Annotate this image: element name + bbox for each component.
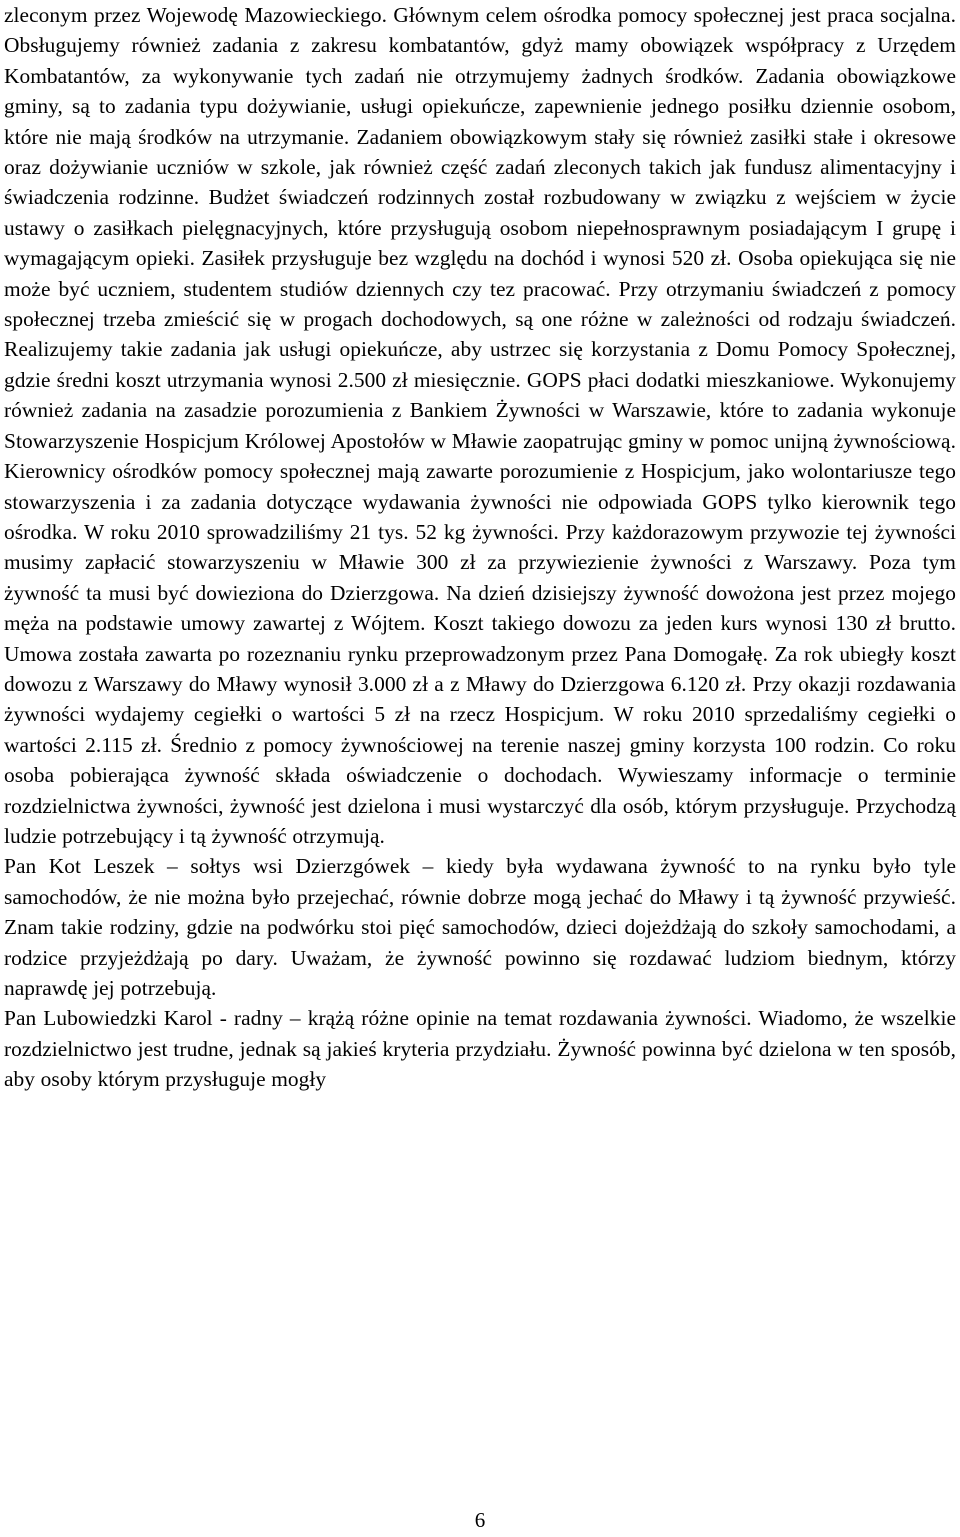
page-number: 6 [474, 1508, 486, 1532]
document-page [4, 0, 956, 1095]
paragraph-kot-leszek: Pan Kot Leszek – sołtys wsi Dzierzgówek – kiedy była wydawana żywność to na rynku było tyle samochodów, że nie można było przejechać, równie dobrze mogą jechać do Mławy i tą żywność przywieść. Znam takie rodziny, gdzie na podwórku stoi pięć samochodów, dzieci dojeżdżają do szkoły samochodami, a rodzice przyjeżdżają po dary. Uważam, że żywność powinno się rozdawać ludziom biednym, którzy naprawdę jej potrzebują. [4, 854, 956, 1000]
paragraph-lubowiedzki-karol: Pan Lubowiedzki Karol - radny – krążą różne opinie na temat rozdawania żywności. Wiadomo, że wszelkie rozdzielnictwo jest trudne, jednak są jakieś kryteria przydziału. Żywność powinna być dzielona w ten sposób, aby osoby którym przysługuje mogły [4, 1006, 956, 1092]
paragraph-gops-tasks: zleconym przez Wojewodę Mazowieckiego. Głównym celem ośrodka pomocy społecznej jest praca socjalna. Obsługujemy również zadania z zakresu kombatantów, gdyż mamy obowiązek współpracy z Urzędem Kombatantów, za wykonywanie tych zadań nie otrzymujemy żadnych środków. Zadania obowiązkowe gminy, są to zadania typu dożywianie, usługi opiekuńcze, zapewnienie jednego posiłku dziennie osobom, które nie mają środków na utrzymanie. Zadaniem obowiązkowym stały się również zasiłki stałe i okresowe oraz dożywianie uczniów w szkole, jak również część zadań zleconych takich jak fundusz alimentacyjny i świadczenia rodzinne. Budżet świadczeń rodzinnych został rozbudowany w związku z wejściem w życie ustawy o zasiłkach pielęgnacyjnych, które przysługują osobom niepełnosprawnym posiadającym I grupę i wymagającym opieki. Zasiłek przysługuje bez względu na dochód i wynosi 520 zł. Osoba opiekująca się nie może być uczniem, studentem studiów dziennych czy tez pracować. Przy otrzymaniu świadczeń z pomocy społecznej trzeba zmieścić się w progach dochodowych, są one różne w zależności od rodzaju świadczeń. Realizujemy takie zadania jak usługi opiekuńcze, aby ustrzec się korzystania z Domu Pomocy Społecznej, gdzie średni koszt utrzymania wynosi 2.500 zł miesięcznie. GOPS płaci dodatki mieszkaniowe. Wykonujemy również zadania na zasadzie porozumienia z Bankiem Żywności w Warszawie, które to zadania wykonuje Stowarzyszenie Hospicjum Królowej Apostołów w Mławie zaopatrując gminy w pomoc unijną żywnościową. Kierownicy ośrodków pomocy społecznej mają zawarte porozumienie z Hospicjum, jako wolontariusze tego stowarzyszenia i za zadania dotyczące wydawania żywności nie odpowiada GOPS tylko kierownik tego ośrodka. W roku 2010 sprowadziliśmy 21 tys. 52 kg żywności. Przy każdorazowym przywozie tej żywności musimy zapłacić stowarzyszeniu w Mławie 300 zł za przywiezienie żywności z Warszawy. Poza tym żywność ta musi być dowieziona do Dzierzgowa. Na dzień dzisiejszy żywność dowożona jest przez mojego męża na podstawie umowy zawartej z Wójtem. Koszt takiego dowozu za jeden kurs wynosi 130 zł brutto. Umowa została zawarta po rozeznaniu rynku przeprowadzonym przez Pana Domogałę. Za rok ubiegły koszt dowozu z Warszawy do Mławy wynosił 3.000 zł a z Mławy do Dzierzgowa 6.120 zł. Przy okazji rozdawania żywności wydajemy cegiełki o wartości 5 zł na rzecz Hospicjum. W roku 2010 sprzedaliśmy cegiełki o wartości 2.115 zł. Średnio z pomocy żywnościowej na terenie naszej gminy korzysta 100 rodzin. Co roku osoba pobierająca żywność składa oświadczenie o dochodach. Wywieszamy informacje o terminie rozdzielnictwa żywności, żywność jest dzielona i musi wystarczyć dla osób, którym przysługuje. Przychodzą ludzie potrzebujący i tą żywność otrzymują. [4, 3, 956, 848]
